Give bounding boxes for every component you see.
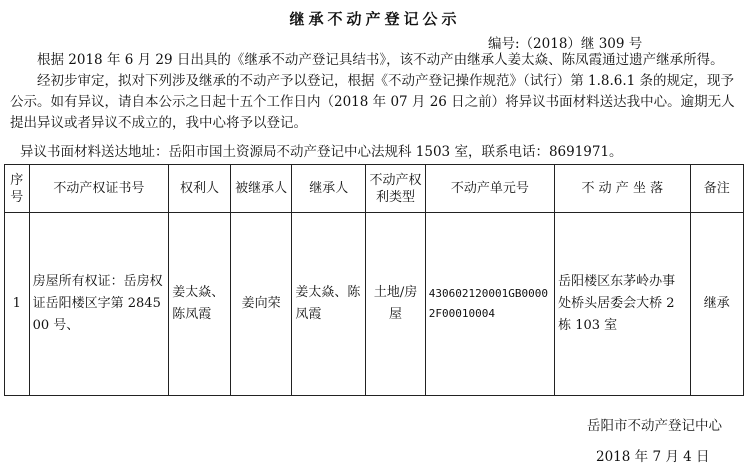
header-seq: 序号 bbox=[5, 165, 30, 213]
header-remark: 备注 bbox=[690, 165, 743, 213]
issue-date: 2018 年 7 月 4 日 bbox=[596, 449, 710, 465]
cell-right-type: 土地/房屋 bbox=[366, 213, 426, 396]
cell-seq: 1 bbox=[5, 213, 30, 396]
cell-holder: 姜太焱、陈凤霞 bbox=[169, 213, 231, 396]
header-holder: 权利人 bbox=[169, 165, 231, 213]
cell-remark: 继承 bbox=[690, 213, 743, 396]
header-location: 不 动 产 坐 落 bbox=[555, 165, 690, 213]
header-decedent: 被继承人 bbox=[230, 165, 292, 213]
paragraph-notice: 经初步审定，拟对下列涉及继承的不动产予以登记，根据《不动产登记操作规范》（试行）第 1.8.6.1 条的规定，现予公示。如有异议，请自本公示之日起十五个工作日内（2018 年 07 月 26 日之前）将异议书面材料送达我中心。逾期无人提出异议或者异议不成立的，我中心将予以登记。 bbox=[10, 73, 735, 131]
header-right-type: 不动产权利类型 bbox=[366, 165, 426, 213]
document-title: 继承不动产登记公示 bbox=[289, 10, 461, 28]
cell-decedent: 姜向荣 bbox=[230, 213, 292, 396]
paragraph-intro: 根据 2018 年 6 月 29 日出具的《继承不动产登记具结书》，该不动产由继承人姜太焱、陈凤霞通过遗产继承所得。 bbox=[37, 52, 724, 68]
header-cert: 不动产权证书号 bbox=[29, 165, 169, 213]
table-row bbox=[5, 213, 744, 396]
cell-location: 岳阳楼区东茅岭办事处桥头居委会大桥 2 栋 103 室 bbox=[555, 213, 690, 396]
issuer-signature: 岳阳市不动产登记中心 bbox=[587, 418, 722, 434]
cell-cert: 房屋所有权证：岳房权证岳阳楼区字第 284500 号、 bbox=[29, 213, 169, 396]
paragraph-objection-address: 异议书面材料送达地址：岳阳市国土资源局不动产登记中心法规科 1503 室，联系电话：8691971。 bbox=[20, 144, 623, 160]
table-header-row bbox=[5, 165, 744, 213]
cell-unit-no: 430602120001GB00002F00010004 bbox=[425, 213, 554, 396]
header-heir: 继承人 bbox=[292, 165, 366, 213]
cell-heir: 姜太焱、陈凤霞 bbox=[292, 213, 366, 396]
document-number: 编号:（2018）继 309 号 bbox=[488, 36, 643, 52]
property-table bbox=[4, 164, 744, 396]
header-unit-no: 不动产单元号 bbox=[425, 165, 554, 213]
